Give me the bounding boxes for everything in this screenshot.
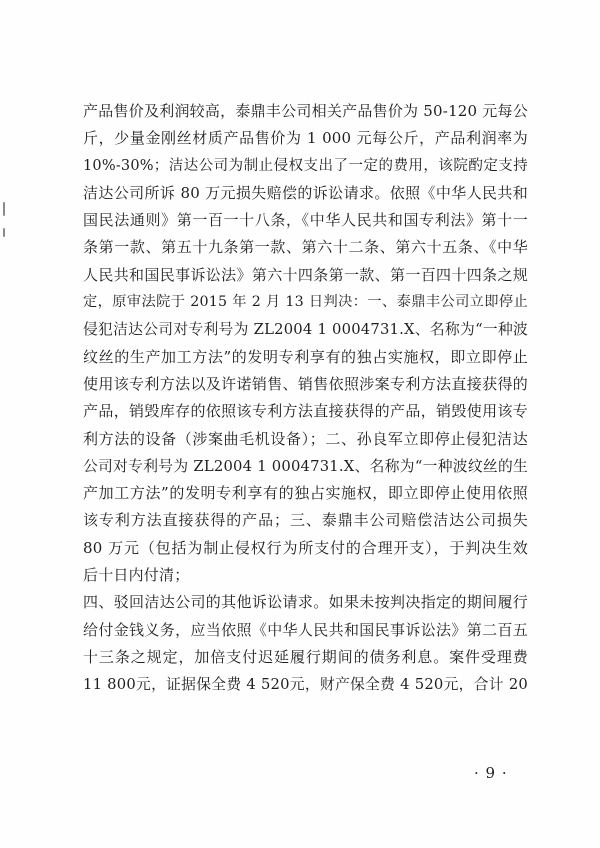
text-line: 条第一款、第五十九条第一款、第六十二条、第六十五条、《中华 — [83, 238, 528, 257]
text-line: 该专利方法直接获得的产品；三、泰鼎丰公司赔偿洁达公司损失 — [83, 511, 528, 530]
binding-mark — [3, 228, 5, 237]
text-line: 后十日内付清； — [83, 566, 190, 585]
text-line: 使用该专利方法以及许诺销售、销售依照涉案专利方法直接获得的 — [83, 374, 528, 393]
text-line: 定，原审法院于 2015 年 2 月 13 日判决：一、泰鼎丰公司立即停止 — [83, 294, 528, 311]
binding-mark — [3, 202, 5, 216]
text-line: 纹丝的生产加工方法”的发明专利享有的独占实施权，即立即停止 — [83, 347, 528, 366]
text-line: 10%-30%；洁达公司为制止侵权支出了一定的费用，该院酌定支持 — [83, 157, 528, 174]
text-line: 洁达公司所诉 80 万元损失赔偿的诉讼请求。依照《中华人民共和 — [83, 183, 528, 202]
text-line: 公司对专利号为 ZL2004 1 0004731.X、名称为“一种波纹丝的生 — [83, 457, 528, 475]
text-line: 斤，少量金刚丝材质产品售价为 1 000 元每公斤，产品利润率为 — [83, 129, 528, 148]
text-line: 十三条之规定，加倍支付迟延履行期间的债务利息。案件受理费 — [83, 647, 528, 666]
text-line: 给付金钱义务，应当依照《中华人民共和国民事诉讼法》第二百五 — [83, 620, 528, 639]
text-line: 人民共和国民事诉讼法》第六十四条第一款、第一百四十四条之规 — [83, 265, 528, 284]
body-text — [83, 98, 528, 699]
page-number: · 9 · — [474, 764, 508, 782]
text-line: 利方法的设备（涉案曲毛机设备）；二、孙良军立即停止侵犯洁达 — [83, 429, 528, 448]
text-line: 侵犯洁达公司对专利号为 ZL2004 1 0004731.X、名称为“一种波 — [83, 321, 528, 339]
text-line: 产品售价及利润较高，泰鼎丰公司相关产品售价为 50-120 元每公 — [83, 102, 528, 120]
text-line: 产加工方法”的发明专利享有的独占实施权，即立即停止使用依照 — [83, 484, 528, 503]
text-line: 产品，销毁库存的依照该专利方法直接获得的产品，销毁使用该专 — [83, 402, 528, 421]
text-line: 国民法通则》第一百一十八条，《中华人民共和国专利法》第十一 — [83, 211, 528, 230]
text-line: 80 万元（包括为制止侵权行为所支付的合理开支），于判决生效 — [83, 538, 528, 557]
text-line: 11 800元，证据保全费 4 520元，财产保全费 4 520元，合计 20 — [83, 676, 528, 694]
text-line: 四、驳回洁达公司的其他诉讼请求。如果未按判决指定的期间履行 — [83, 593, 528, 612]
